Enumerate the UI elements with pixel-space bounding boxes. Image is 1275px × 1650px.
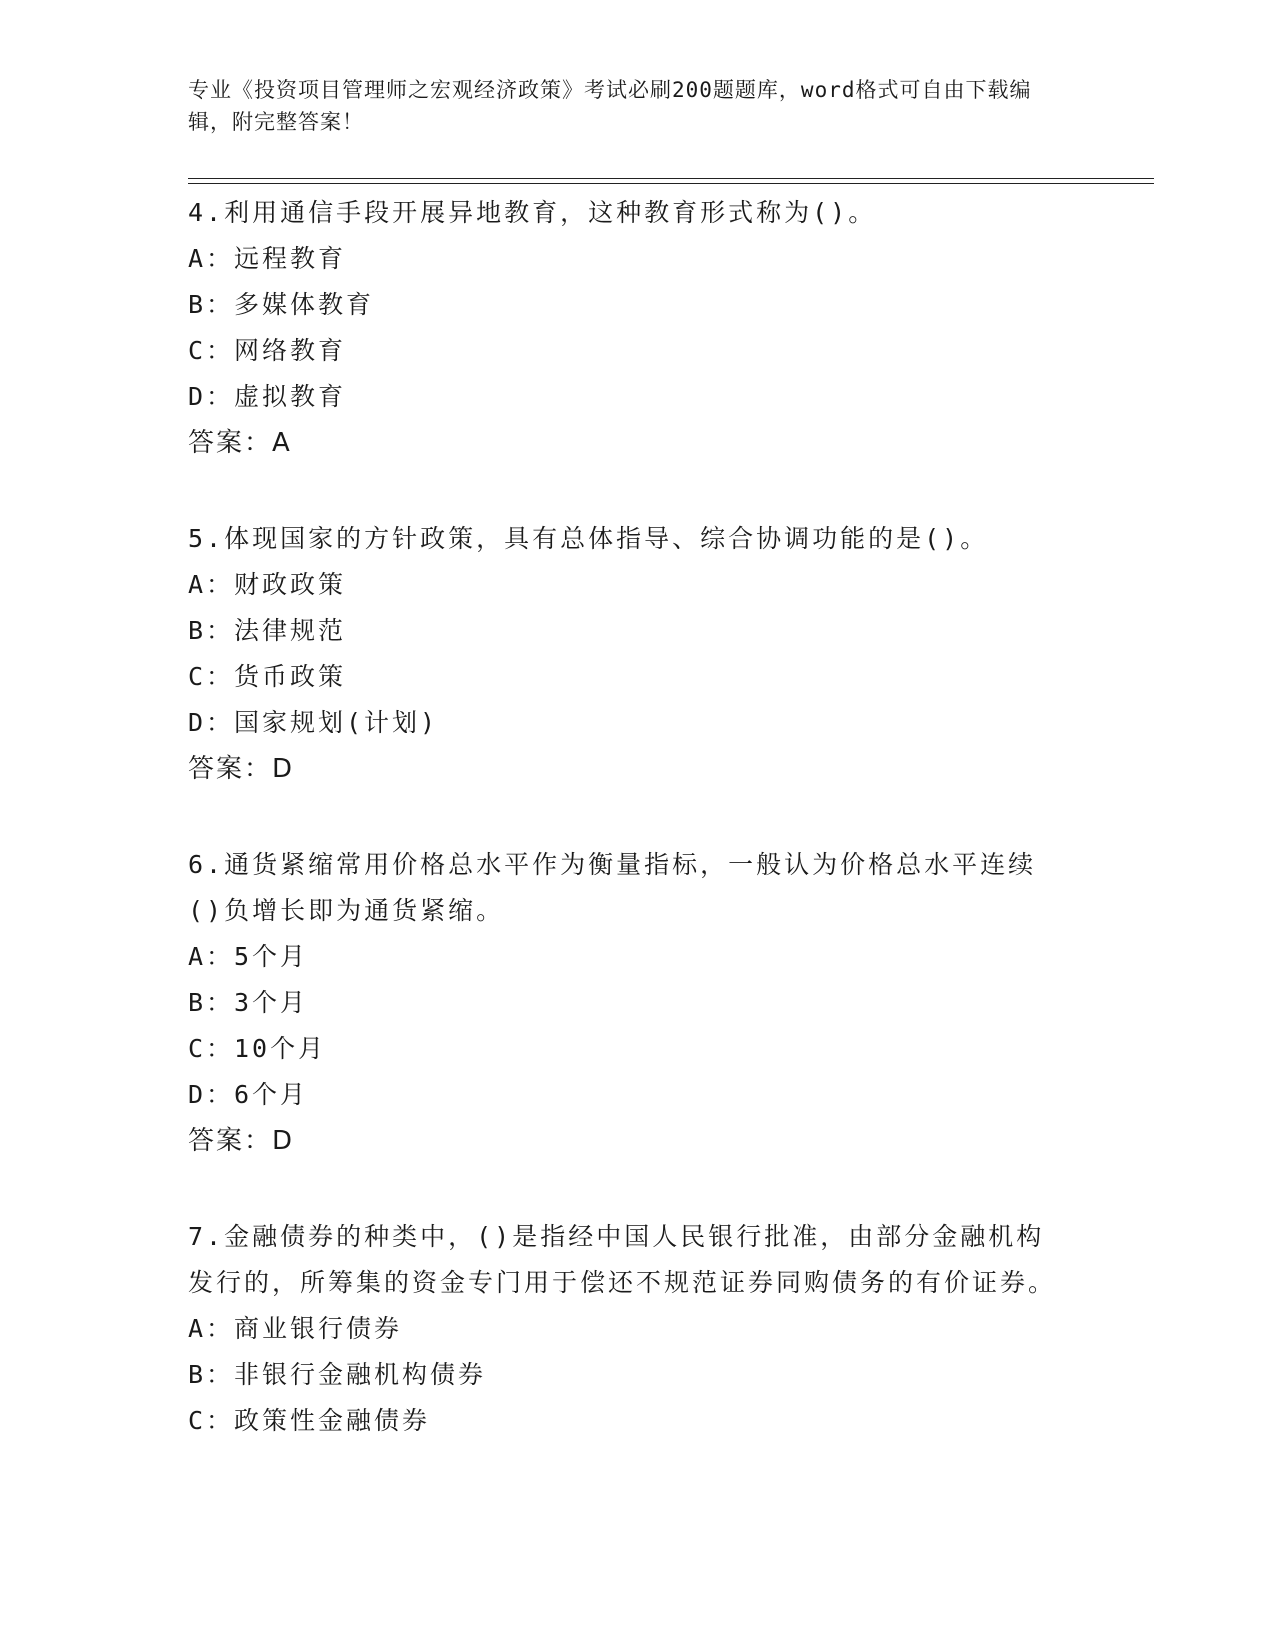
- option-key: B：: [188, 1360, 235, 1389]
- question-list: [188, 190, 1068, 1444]
- option-key: B：: [188, 616, 235, 645]
- option-key: A：: [188, 942, 235, 971]
- option-key: B：: [188, 290, 235, 319]
- option-text: 虚拟教育: [234, 382, 347, 411]
- option-key: A：: [188, 244, 235, 273]
- option-d: [188, 374, 1068, 420]
- option-text: 商业银行债券: [234, 1314, 403, 1343]
- question-7: [188, 1214, 1068, 1444]
- option-b: [188, 282, 1068, 328]
- document-header: 专业《投资项目管理师之宏观经济政策》考试必刷200题题库，word格式可自由下载编辑，附完整答案！: [188, 78, 1032, 134]
- option-a: [188, 236, 1068, 282]
- answer-line: 答案：D: [188, 1126, 295, 1156]
- option-key: A：: [188, 1314, 235, 1343]
- option-c: [188, 1026, 1068, 1072]
- option-c: [188, 1398, 1068, 1444]
- option-key: C：: [188, 1034, 235, 1063]
- option-key: B：: [188, 988, 235, 1017]
- header-divider-top: [188, 178, 1154, 179]
- option-text: 法律规范: [234, 616, 347, 645]
- option-a: [188, 1306, 1068, 1352]
- option-b: [188, 980, 1068, 1026]
- option-c: [188, 654, 1068, 700]
- question-5: [188, 516, 1068, 792]
- option-text: 货币政策: [234, 662, 347, 691]
- question-text: 7.金融债券的种类中，()是指经中国人民银行批准，由部分金融机构发行的，所筹集的资金专门用于偿还不规范证券同购债务的有价证券。: [188, 1222, 1057, 1297]
- option-key: D：: [188, 382, 235, 411]
- option-text: 网络教育: [234, 336, 347, 365]
- option-a: [188, 934, 1068, 980]
- option-d: [188, 1072, 1068, 1118]
- header-divider-bottom: [188, 183, 1154, 184]
- option-text: 5个月: [234, 942, 309, 971]
- option-text: 多媒体教育: [234, 290, 375, 319]
- answer-line: 答案：D: [188, 754, 295, 784]
- option-text: 财政政策: [234, 570, 347, 599]
- option-b: [188, 608, 1068, 654]
- option-key: C：: [188, 1406, 235, 1435]
- option-text: 6个月: [234, 1080, 309, 1109]
- option-key: C：: [188, 662, 235, 691]
- option-key: D：: [188, 1080, 235, 1109]
- option-d: [188, 700, 1068, 746]
- option-text: 3个月: [234, 988, 309, 1017]
- option-b: [188, 1352, 1068, 1398]
- option-text: 非银行金融机构债券: [234, 1360, 487, 1389]
- option-text: 10个月: [234, 1034, 327, 1063]
- question-text: 4.利用通信手段开展异地教育，这种教育形式称为()。: [188, 198, 877, 227]
- option-text: 远程教育: [234, 244, 347, 273]
- answer-line: 答案：A: [188, 428, 292, 458]
- question-text: 5.体现国家的方针政策，具有总体指导、综合协调功能的是()。: [188, 524, 989, 553]
- option-key: C：: [188, 336, 235, 365]
- option-c: [188, 328, 1068, 374]
- option-a: [188, 562, 1068, 608]
- option-key: A：: [188, 570, 235, 599]
- question-4: [188, 190, 1068, 466]
- question-6: [188, 842, 1068, 1164]
- option-text: 国家规划(计划): [234, 708, 439, 737]
- option-key: D：: [188, 708, 235, 737]
- question-text: 6.通货紧缩常用价格总水平作为衡量指标，一般认为价格总水平连续()负增长即为通货紧缩。: [188, 850, 1037, 925]
- option-text: 政策性金融债券: [234, 1406, 431, 1435]
